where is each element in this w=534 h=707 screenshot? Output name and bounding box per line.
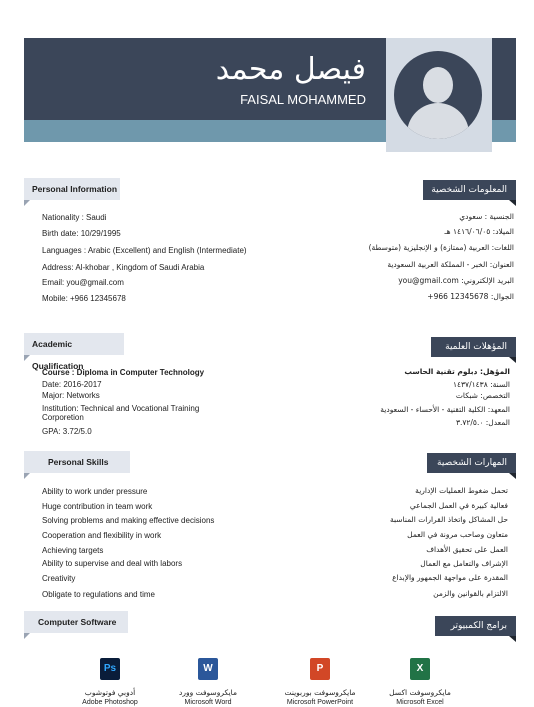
personal-line-ar: البريد الإلكتروني: you@gmail.com (398, 276, 514, 285)
personal-line: Birth date: 10/29/1995 (42, 229, 121, 238)
academic-year-ar: السنة: ١٤٣٧/١٤٣٨ (452, 380, 510, 389)
skill-item-ar: حل المشاكل واتخاذ القرارات المناسبة (389, 515, 508, 524)
software-item-excel (380, 658, 460, 706)
skill-item-ar: فعالية كبيرة في العمل الجماعي (409, 501, 508, 510)
section-title: Computer Software (38, 617, 117, 627)
avatar-body (407, 103, 469, 139)
name-english: FAISAL MOHAMMED (240, 92, 366, 107)
skill-item: Huge contribution in team work (42, 502, 153, 511)
skill-item-ar: متعاون وصاحب مرونة في العمل (407, 530, 508, 539)
academic-course-ar: المؤهل: دبلوم تقنية الحاسب (404, 367, 510, 376)
section-title: المهارات الشخصية (437, 458, 507, 468)
academic-major: Major: Networks (42, 391, 100, 400)
personal-line: Mobile: +966 12345678 (42, 294, 126, 303)
personal-line: Address: Al-khobar , Kingdom of Saudi Arabia (42, 263, 205, 272)
word-icon: W (198, 658, 218, 680)
section-software-ar (435, 616, 516, 636)
personal-line: Email: you@gmail.com (42, 278, 124, 287)
software-label-ar: مايكروسوفت بوربوينت (284, 688, 356, 697)
section-academic-ar (431, 337, 516, 357)
section-academic-en (24, 333, 124, 371)
software-label-ar: مايكروسوفت وورد (179, 688, 237, 697)
section-software-en (24, 611, 128, 633)
software-label-ar: أدوبي فوتوشوب (84, 688, 136, 697)
skill-item: Achieving targets (42, 546, 104, 555)
section-tip (509, 357, 516, 363)
avatar-head (423, 67, 453, 103)
section-tip (24, 355, 30, 361)
personal-line-ar: الجنسية : سعودي (459, 212, 514, 221)
skill-item: Solving problems and making effective decisions (42, 516, 215, 525)
section-title: Personal Skills (48, 457, 109, 467)
skill-item-ar: الالتزام بالقوانين والزمن (433, 589, 508, 598)
academic-gpa: GPA: 3.72/5.0 (42, 427, 92, 436)
personal-line-ar: اللغات: العربية (ممتازة) و الإنجليزية (متوسطة) (368, 243, 514, 252)
skill-item-ar: العمل على تحقيق الأهداف (426, 545, 508, 554)
skill-item: Creativity (42, 574, 76, 583)
section-tip (24, 473, 30, 479)
personal-line: Languages : Arabic (Excellent) and English (Intermediate) (42, 246, 247, 255)
section-skills-en (24, 451, 130, 473)
academic-course: Course : Diploma in Computer Technology (42, 368, 205, 377)
academic-institution: Institution: Technical and Vocational Training Corporetion (42, 404, 200, 422)
photoshop-icon: Ps (100, 658, 120, 680)
section-title: برامج الكمبيوتر (450, 621, 507, 631)
software-item-word (168, 658, 248, 706)
academic-institute-ar: المعهد: الكلية التقنية - الأحساء - السعودية (380, 405, 510, 414)
section-tip (509, 473, 516, 479)
photo-frame (386, 38, 492, 152)
section-title: المؤهلات العلمية (445, 342, 507, 352)
excel-icon: X (410, 658, 430, 680)
section-personal-ar (423, 180, 516, 200)
academic-date: Date: 2016-2017 (42, 380, 102, 389)
skill-item-ar: تحمل ضغوط العمليات الإدارية (415, 486, 508, 495)
powerpoint-icon: P (310, 658, 330, 680)
section-title: Personal Information (32, 184, 118, 194)
section-tip (509, 200, 516, 206)
software-item-photoshop (70, 658, 150, 706)
software-item-powerpoint (280, 658, 360, 706)
academic-gpa-ar: المعدل: ٣.٧٢/٥.٠ (455, 418, 510, 427)
section-title: المعلومات الشخصية (431, 185, 507, 195)
avatar-icon (394, 51, 482, 139)
section-title: Academic Qualification (32, 339, 84, 371)
academic-major-ar: التخصص: شبكات (455, 391, 510, 400)
personal-line-ar: العنوان: الخبر - المملكة العربية السعودية (387, 260, 514, 269)
software-label-ar: مايكروسوفت اكسل (389, 688, 451, 697)
skill-item: Ability to work under pressure (42, 487, 148, 496)
section-tip (509, 636, 516, 642)
section-skills-ar (427, 453, 516, 473)
section-personal-en (24, 178, 120, 200)
skill-item: Ability to supervise and deal with labors (42, 559, 183, 568)
section-tip (24, 200, 30, 206)
skill-item-ar: المقدرة على مواجهة الجمهور والإبداع (392, 573, 508, 582)
software-label-en: Microsoft Excel (396, 699, 444, 706)
name-arabic: فيصل محمد (215, 52, 366, 87)
personal-line-ar: الميلاد: ١٤١٦/٠٦/٠٥ هـ (444, 227, 514, 236)
skill-item-ar: الإشراف والتعامل مع العمال (420, 559, 508, 568)
section-tip (24, 633, 30, 639)
skill-item: Cooperation and flexibility in work (42, 531, 162, 540)
software-label-en: Microsoft PowerPoint (286, 699, 354, 706)
personal-line-ar: الجوال: 12345678 966+ (427, 292, 514, 301)
personal-line: Nationality : Saudi (42, 213, 107, 222)
software-label-en: Microsoft Word (184, 699, 232, 706)
skill-item: Obligate to regulations and time (42, 590, 155, 599)
software-label-en: Adobe Photoshop (82, 699, 138, 706)
